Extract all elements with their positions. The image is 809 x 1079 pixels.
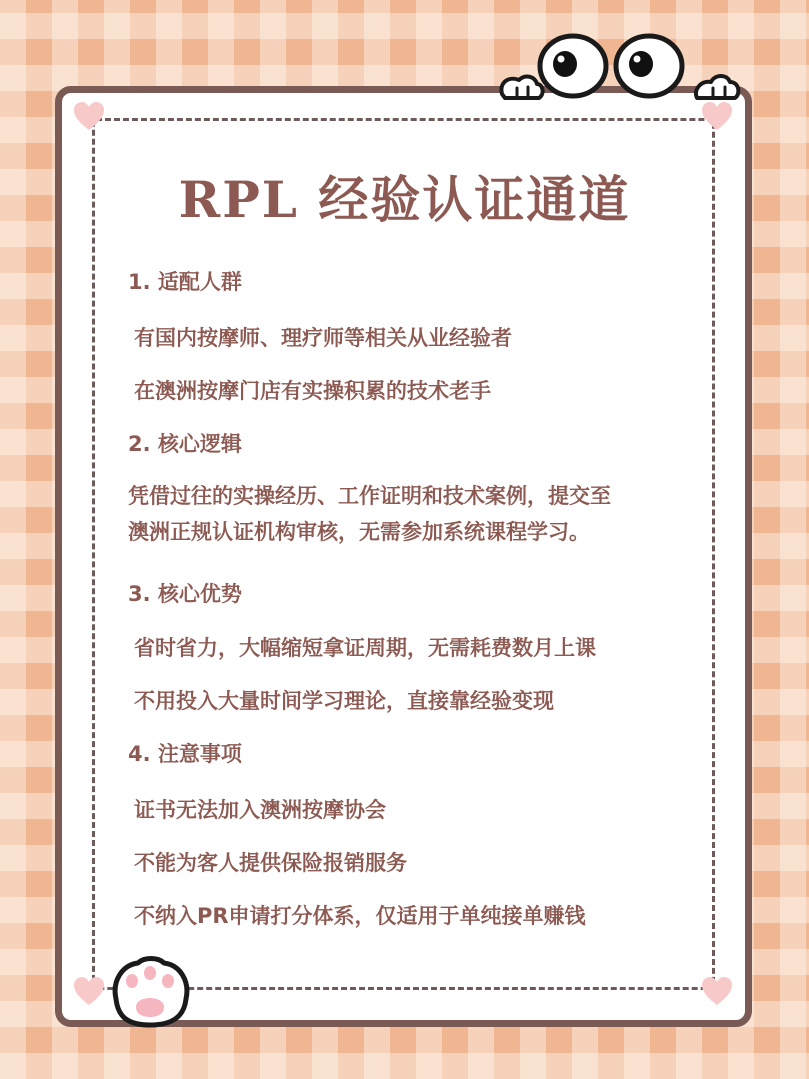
list-item: 有国内按摩师、理疗师等相关从业经验者 <box>134 326 512 350</box>
section-heading: 1. 适配人群 <box>128 270 242 294</box>
list-item: 证书无法加入澳洲按摩协会 <box>134 798 386 822</box>
list-item: 省时省力，大幅缩短拿证周期，无需耗费数月上课 <box>134 636 596 660</box>
paragraph <box>128 478 698 550</box>
section-heading: 4. 注意事项 <box>128 742 242 766</box>
list-item: 不能为客人提供保险报销服务 <box>134 851 407 875</box>
section-heading: 3. 核心优势 <box>128 582 242 606</box>
list-item: 在澳洲按摩门店有实操积累的技术老手 <box>134 379 491 403</box>
page-title: RPL 经验认证通道 <box>178 170 631 229</box>
paragraph-line: 凭借过往的实操经历、工作证明和技术案例，提交至 <box>128 484 611 508</box>
list-item: 不用投入大量时间学习理论，直接靠经验变现 <box>134 689 554 713</box>
section-heading: 2. 核心逻辑 <box>128 432 242 456</box>
paragraph-line: 澳洲正规认证机构审核，无需参加系统课程学习。 <box>128 520 590 544</box>
list-item: 不纳入PR申请打分体系，仅适用于单纯接单赚钱 <box>134 904 586 928</box>
